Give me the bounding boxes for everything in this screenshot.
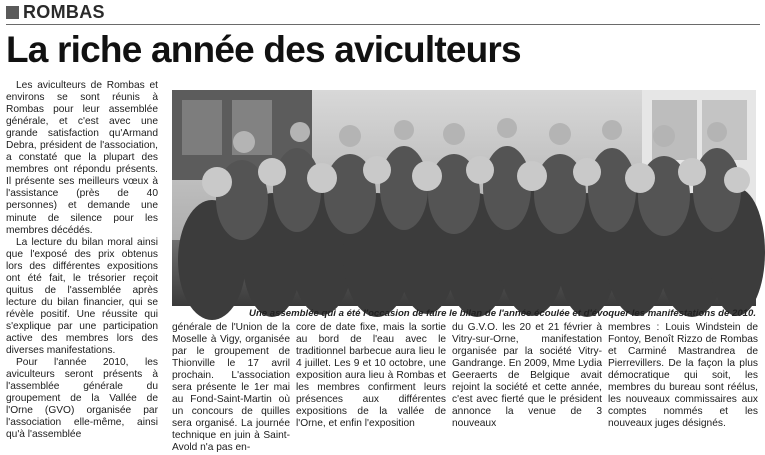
section-square-icon [6, 6, 19, 19]
article-headline: La riche année des aviculteurs [6, 29, 521, 70]
photo-caption: Une assemblée qui a été l'occasion de faire le bilan de l'année écoulée et d'évoquer les manifestations de 2010. [249, 308, 756, 319]
article-column-5 [608, 322, 758, 430]
article-paragraph: Les aviculteurs de Rombas et environs se sont réunis à Rombas pour leur assemblée générale, et c'est avec une grande satisfaction qu'Armand Debra, président de l'association, a constaté que la plupart des membres ont répondu présents. Il présente ses meilleurs vœux à l'assistance (près de 40 personnes) et demande une minute de silence pour les membres décédés. [6, 80, 158, 236]
article-paragraph: core de date fixe, mais la sortie au bord de l'eau avec le traditionnel barbecue aura lieu le 4 juillet. Les 9 et 10 octobre, une exposition aura lieu à Rombas et les membres confirment leurs présences aux différentes expositions de la vallée de l'Orne, et enfin l'exposition [296, 322, 446, 430]
article-paragraph: membres : Louis Windstein de Fontoy, Benoît Rizzo de Rombas et Carminé Mastrandrea de Pierrevillers. De la façon la plus démocratique qui soit, les membres du bureau sont réélus, les nouveaux commissaires aux comptes nommés et les nouveaux juges désignés. [608, 322, 758, 430]
article-paragraph: Pour l'année 2010, les aviculteurs seront présents à l'assemblée générale du groupement de la Vallée de l'Orne (GVO) organisée par l'association elle-même, ainsi qu'à l'assemblée [6, 357, 158, 441]
group-photo [172, 90, 756, 306]
article-paragraph: La lecture du bilan moral ainsi que l'exposé des prix obtenus lors des différentes expositions ont été fait, le trésorier reçoit quitus de l'assemblée après lecture du bilan financier, qui se révèle positif. Une réussite qui s'explique par une participation active des membres lors des diverses manifestations. [6, 236, 158, 357]
article-paragraph: générale de l'Union de la Moselle à Vigy, organisée par le groupement de Thionville le 17 avril prochain. L'association sera présente le 1er mai au Fond-Saint-Martin où un concours de quilles sera organisé. La journée technique en juin à Saint-Avold n'a pas en- [172, 322, 290, 454]
article-paragraph: du G.V.O. les 20 et 21 février à Vitry-sur-Orne, manifestation organisée par la société Vitry-Gandrange. En 2009, Mme Lydia Geeraerts de Belgique avait rejoint la société et cette année, c'est avec fierté que le président annonce la venue de 3 nouveaux [452, 322, 602, 430]
article-column-1 [6, 80, 158, 441]
article-column-3 [296, 322, 446, 430]
article-column-4 [452, 322, 602, 430]
section-header [6, 3, 760, 25]
section-label: ROMBAS [23, 2, 105, 22]
article-column-2 [172, 322, 290, 455]
